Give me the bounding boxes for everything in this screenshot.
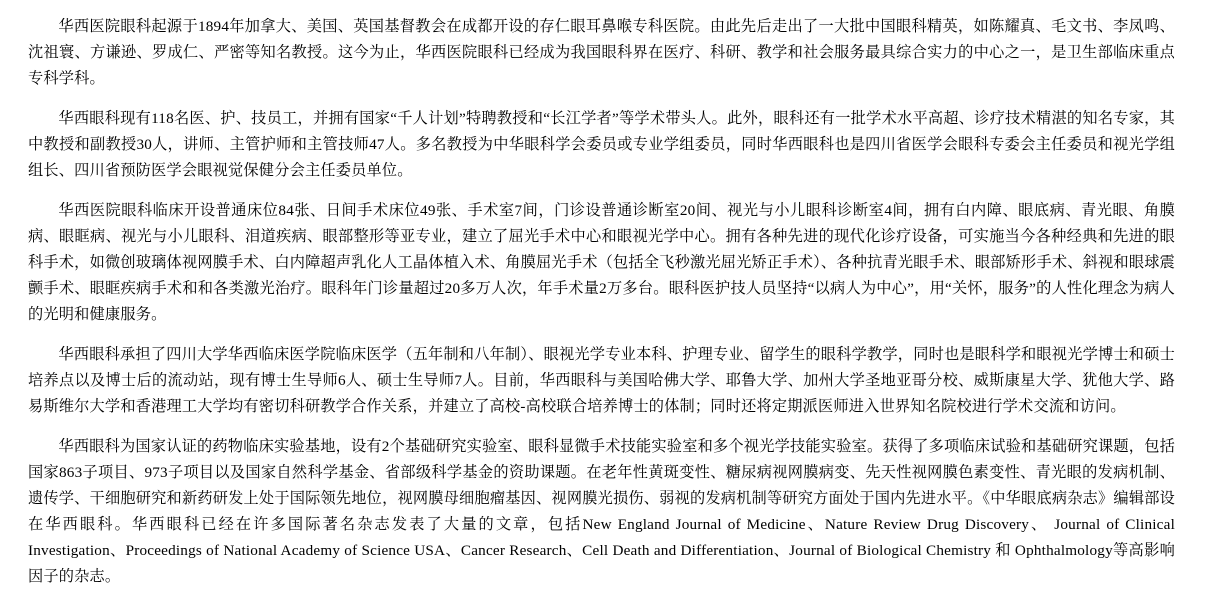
paragraph-4: 华西眼科承担了四川大学华西临床医学院临床医学（五年制和八年制）、眼视光学专业本科、护理专业、留学生的眼科学教学，同时也是眼科学和眼视光学博士和硕士培养点以及博士后的流动站，现有博士生导师6人、硕士生导师7人。目前，华西眼科与美国哈佛大学、耶鲁大学、加州大学圣地亚哥分校、威斯康星大学、犹他大学、路易斯维尔大学和香港理工大学均有密切科研教学合作关系，并建立了高校-高校联合培养博士的体制；同时还将定期派医师进入世界知名院校进行学术交流和访问。 bbox=[28, 346, 1175, 415]
paragraph-1: 华西医院眼科起源于1894年加拿大、美国、英国基督教会在成都开设的存仁眼耳鼻喉专科医院。由此先后走出了一大批中国眼科精英，如陈耀真、毛文书、李凤鸣、沈祖寰、方谦逊、罗成仁、严密等知名教授。这今为止，华西医院眼科已经成为我国眼科界在医疗、科研、教学和社会服务最具综合实力的中心之一，是卫生部临床重点专科学科。 bbox=[28, 18, 1175, 87]
paragraph-2: 华西眼科现有118名医、护、技员工，并拥有国家“千人计划”特聘教授和“长江学者”等学术带头人。此外，眼科还有一批学术水平高超、诊疗技术精湛的知名专家，其中教授和副教授30人，讲师、主管护师和主管技师47人。多名教授为中华眼科学会委员或专业学组委员，同时华西眼科也是四川省医学会眼科专委会主任委员和视光学组组长、四川省预防医学会眼视觉保健分会主任委员单位。 bbox=[28, 110, 1175, 179]
paragraph-3: 华西医院眼科临床开设普通床位84张、日间手术床位49张、手术室7间，门诊设普通诊断室20间、视光与小儿眼科诊断室4间，拥有白内障、眼底病、青光眼、角膜病、眼眶病、视光与小儿眼科、泪道疾病、眼部整形等亚专业，建立了屈光手术中心和眼视光学中心。拥有各种先进的现代化诊疗设备，可实施当今各种经典和先进的眼科手术，如微创玻璃体视网膜手术、白内障超声乳化人工晶体植入术、角膜屈光手术（包括全飞秒激光屈光矫正手术）、各种抗青光眼手术、眼部矫形手术、斜视和眼球震颤手术、眼眶疾病手术和和各类激光治疗。眼科年门诊量超过20多万人次，年手术量2万多台。眼科医护技人员坚持“以病人为中心”，用“关怀，服务”的人性化理念为病人的光明和健康服务。 bbox=[28, 202, 1175, 323]
paragraph-5: 华西眼科为国家认证的药物临床实验基地，设有2个基础研究实验室、眼科显微手术技能实验室和多个视光学技能实验室。获得了多项临床试验和基础研究课题，包括国家863子项目、973子项目以及国家自然科学基金、省部级科学基金的资助课题。在老年性黄斑变性、糖尿病视网膜病变、先天性视网膜色素变性、青光眼的发病机制、遗传学、干细胞研究和新药研发上处于国际领先地位，视网膜母细胞瘤基因、视网膜光损伤、弱视的发病机制等研究方面处于国内先进水平。《中华眼底病杂志》编辑部设在华西眼科。华西眼科已经在许多国际著名杂志发表了大量的文章，包括New England Journal of Medicine、Nature Review Drug Discovery、 Journal of Clinical Investigation、Proceedings of National Academy of Science USA、Cancer Research、Cell Death and Differentiation、Journal of Biological Chemistry 和 Ophthalmology等高影响因子的杂志。 bbox=[28, 438, 1175, 585]
